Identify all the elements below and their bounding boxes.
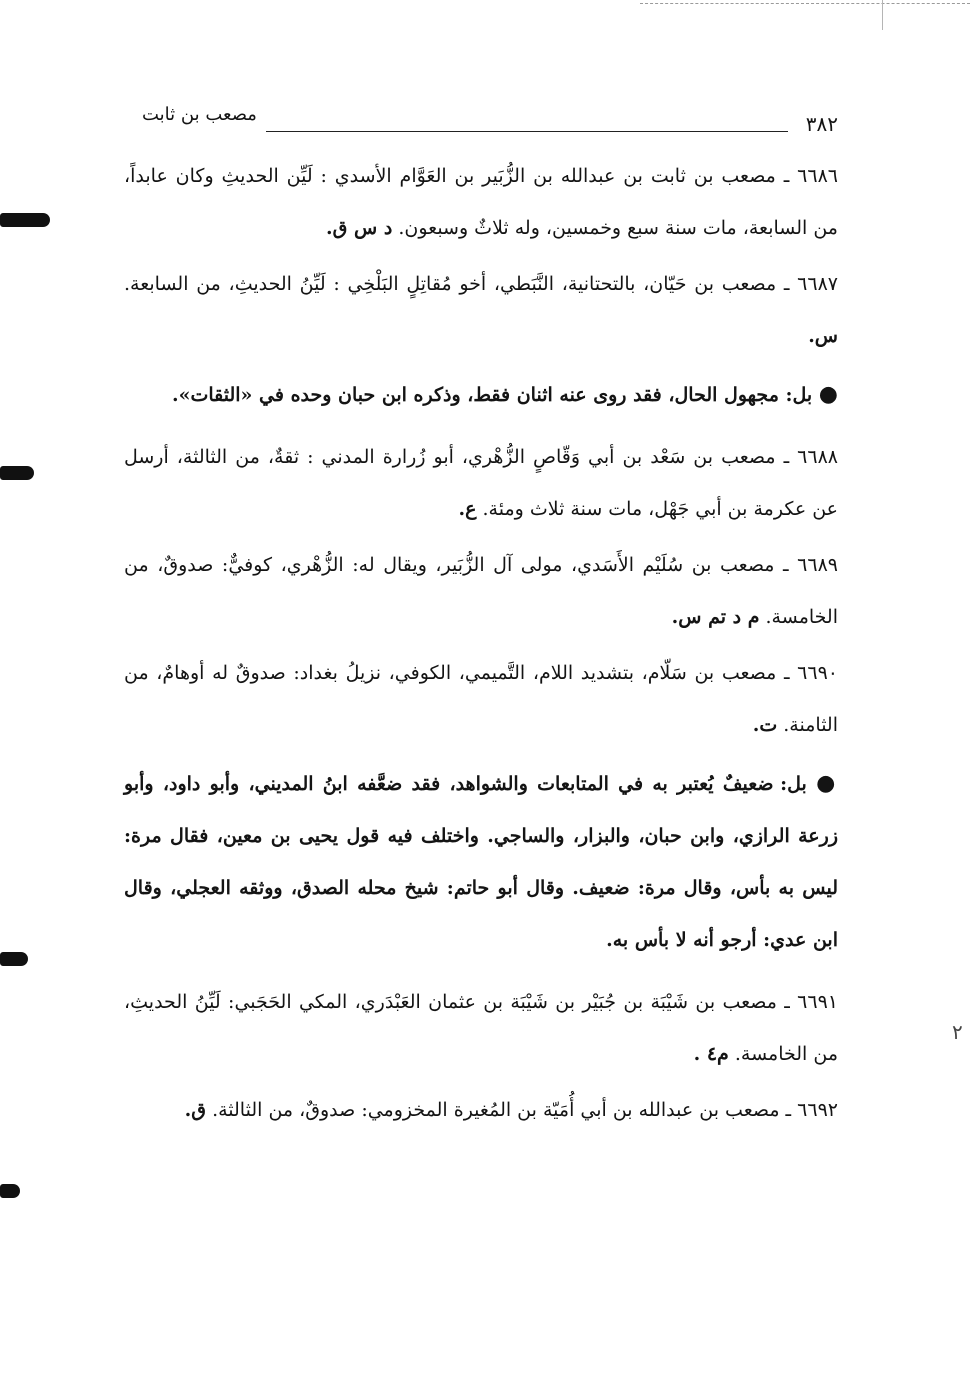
- binder-hole-mark: [0, 466, 34, 480]
- entry-codes: ق.: [184, 1099, 207, 1121]
- header-rule: [266, 131, 788, 132]
- binder-hole-mark: [0, 952, 28, 966]
- margin-mark: ٢: [952, 1020, 963, 1044]
- narrator-entry: [124, 258, 838, 362]
- narrator-entry: [124, 647, 838, 751]
- entries-text: [124, 150, 838, 1140]
- editor-comment: [124, 368, 838, 421]
- entry-codes: م د تم س.: [671, 606, 760, 628]
- binder-hole-mark: [0, 1184, 20, 1198]
- scan-edge-line: [640, 3, 970, 4]
- comment-text: بل: مجهول الحال، فقد روى عنه اثنان فقط، وذكره ابن حبان وحده في «الثقات».: [171, 384, 813, 406]
- page-number: ٣٨٢: [805, 112, 838, 136]
- entry-codes: س.: [808, 325, 838, 347]
- comment-text: بل: ضعيفٌ يُعتبر به في المتابعات والشواهد، فقد ضعَّفه ابنُ المديني، وأبو داود، وأبو زرعة الرازي، وابن حبان، والبزار، والساجي. واختلف فيه قول يحيى بن معين، فقال مرة: ليس به بأس، وقال مرة: ضعيف. وقال أبو حاتم: شيخ محله الصدق، ووثقه العجلي، وقال ابن عدي: أرجو أنه لا بأس به.: [124, 773, 838, 951]
- narrator-entry: [124, 431, 838, 535]
- scan-edge-tick: [882, 0, 883, 30]
- running-title: مصعب بن ثابت: [142, 104, 257, 125]
- entry-codes: ت.: [752, 714, 778, 736]
- entry-text: ٦٦٨٩ ـ مصعب بن سُلَيْم الأَسَدي، مولى آل الزُّبَير، ويقال له: الزُّهْري، كوفيٌّ: صدوقٌ، من الخامسة.: [124, 554, 838, 628]
- bullet-icon: ●: [816, 770, 838, 796]
- entry-text: ٦٦٨٨ ـ مصعب بن سَعْد بن أبي وَقّاصٍ الزُّهْري، أبو زُرارة المدني : ثقةٌ، من الثالثة، أرسل عن عكرمة بن أبي جَهْل، مات سنة ثلاث ومئة.: [124, 446, 838, 520]
- narrator-entry: [124, 976, 838, 1080]
- editor-comment: [124, 757, 838, 966]
- running-header: [138, 104, 838, 138]
- entry-text: ٦٦٩٠ ـ مصعب بن سَلّام، بتشديد اللام، التَّميمي، الكوفي، نزيلُ بغداد: صدوقٌ له أوهامٌ، من الثامنة.: [124, 662, 838, 736]
- entry-text: ٦٦٩٢ ـ مصعب بن عبدالله بن أبي أُمَيّة بن المُغيرة المخزومي: صدوقٌ، من الثالثة.: [212, 1099, 838, 1121]
- entry-text: ٦٦٨٧ ـ مصعب بن حَيّان، بالتحتانية، النَّبَطي، أخو مُقاتِلٍ البَلْخِي : لَيِّنُ الحديثِ، من السابعة.: [124, 273, 838, 295]
- entry-codes: د س ق.: [326, 217, 393, 239]
- narrator-entry: [124, 150, 838, 254]
- narrator-entry: [124, 1084, 838, 1136]
- entry-codes: ع.: [458, 498, 477, 520]
- narrator-entry: [124, 539, 838, 643]
- entry-codes: م٤ .: [693, 1043, 729, 1065]
- binder-hole-mark: [0, 213, 50, 227]
- bullet-icon: ●: [818, 381, 838, 407]
- entry-text: ٦٦٩١ ـ مصعب بن شَيْبَة بن جُبَيْر بن شَيْبَة بن عثمان العَبْدَري، المكي الحَجَبي: لَيِّنُ الحديثِ، من الخامسة.: [124, 991, 838, 1065]
- entry-text: ٦٦٨٦ ـ مصعب بن ثابت بن عبدالله بن الزُّبَير بن العَوَّام الأسدي : لَيِّن الحديثِ وكان عابداً، من السابعة، مات سنة سبع وخمسين، وله ثلاثٌ وسبعون.: [124, 165, 838, 239]
